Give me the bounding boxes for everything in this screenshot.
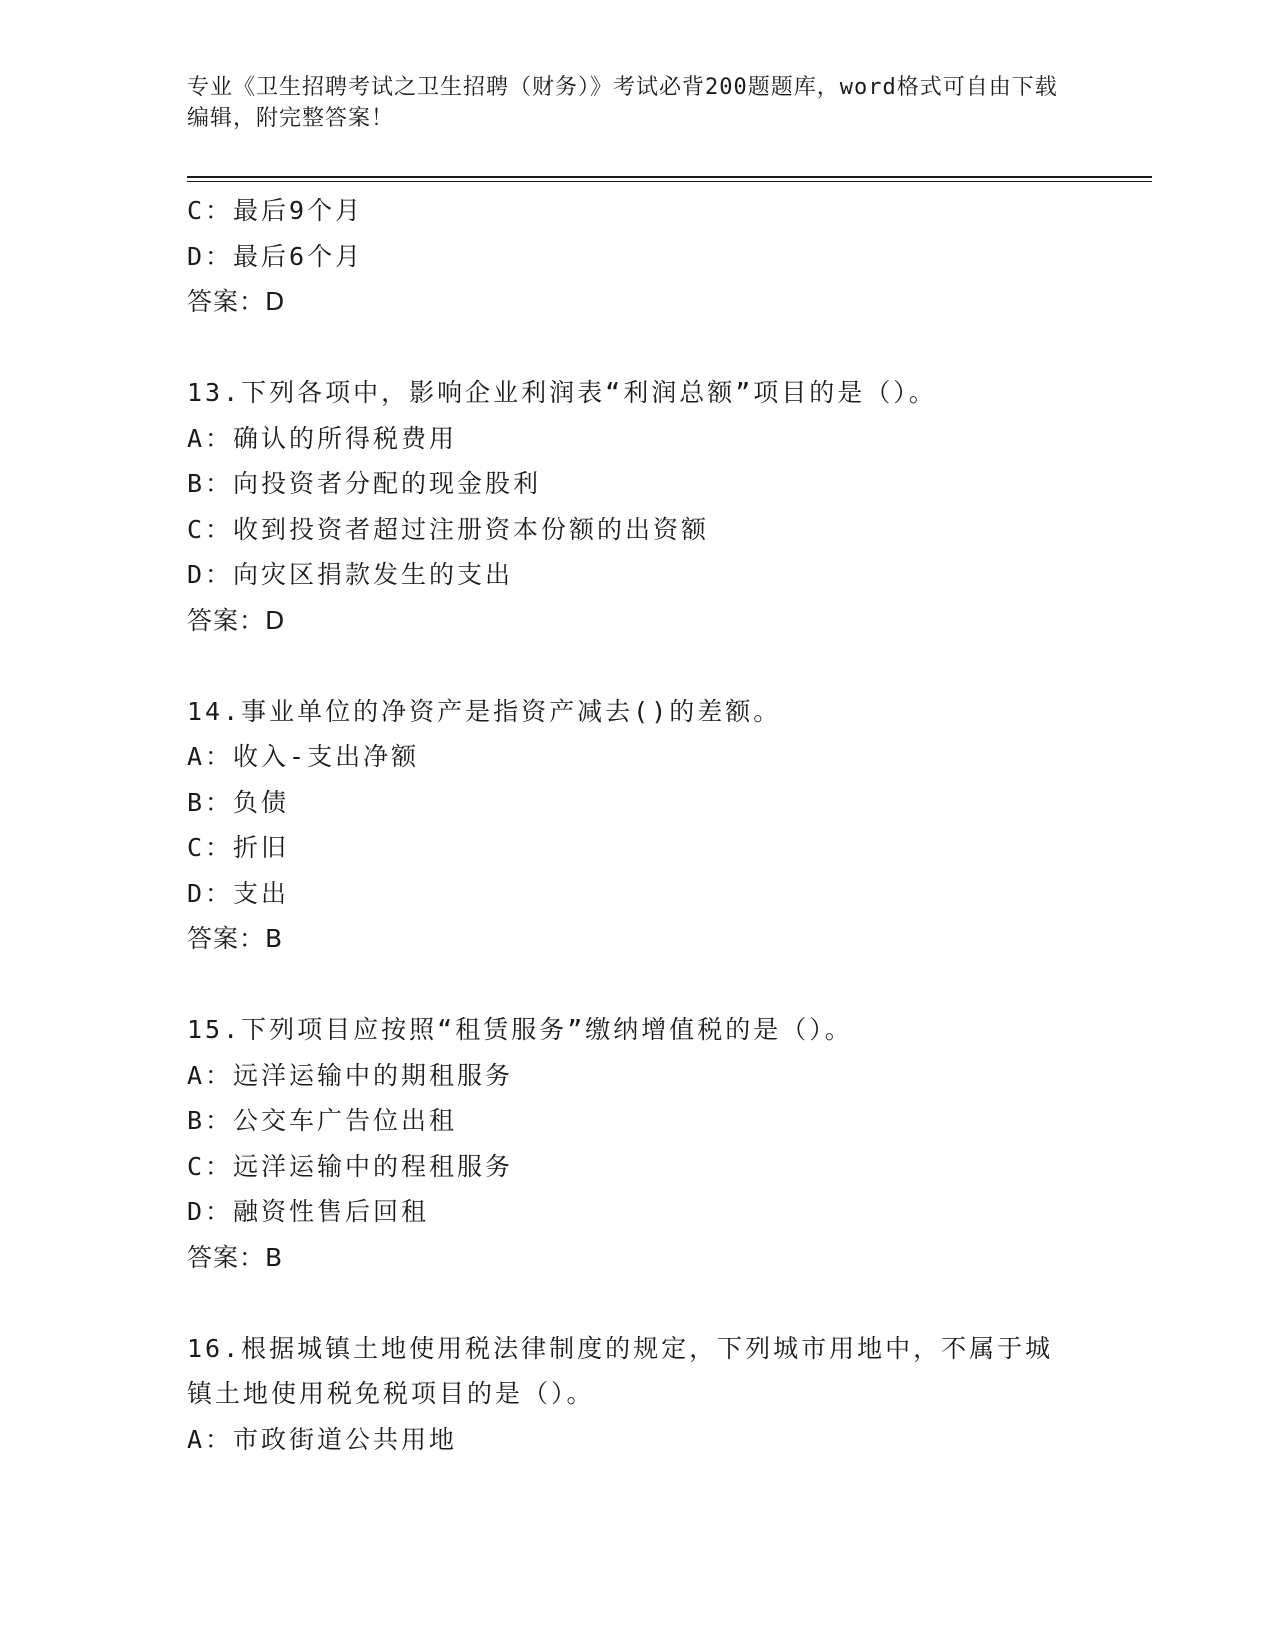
- question-stem: 15.下列项目应按照“租赁服务”缴纳增值税的是（）。: [187, 1015, 853, 1044]
- question-16: [187, 1326, 1087, 1463]
- spacer: [187, 1280, 1087, 1326]
- option-d: D：向灾区捐款发生的支出: [187, 560, 514, 589]
- document-header: 专业《卫生招聘考试之卫生招聘（财务）》考试必背200题题库，word格式可自由下载编辑，附完整答案！: [187, 75, 1058, 131]
- question-stem: 14.事业单位的净资产是指资产减去()的差额。: [187, 696, 782, 726]
- answer-line: 答案：D: [187, 605, 286, 635]
- answer-line: 答案：B: [187, 924, 284, 953]
- previous-question-tail: [187, 188, 1087, 325]
- option-b: B：公交车广告位出租: [187, 1106, 458, 1135]
- answer-line: 答案：B: [187, 1242, 284, 1272]
- question-content: [187, 188, 1087, 1462]
- header-divider: [187, 176, 1152, 182]
- spacer: [187, 962, 1087, 1008]
- option-a: A：确认的所得税费用: [187, 423, 458, 453]
- spacer: [187, 643, 1087, 689]
- option-a: A：市政街道公共用地: [187, 1424, 458, 1454]
- option-a: A：收入-支出净额: [187, 742, 420, 771]
- option-c: C：远洋运输中的程租服务: [187, 1151, 514, 1181]
- option-b: B：负债: [187, 787, 290, 817]
- option-c: C：最后9个月: [187, 196, 364, 225]
- option-c: C：折旧: [187, 833, 290, 862]
- question-15: [187, 1007, 1087, 1280]
- question-stem: 16.根据城镇土地使用税法律制度的规定，下列城市用地中，不属于城镇土地使用税免税项目的是（）。: [187, 1333, 1054, 1408]
- option-d: D：支出: [187, 878, 290, 908]
- option-d: D：融资性售后回租: [187, 1197, 430, 1226]
- answer-line: 答案：D: [187, 287, 286, 316]
- question-13: [187, 370, 1087, 643]
- question-14: [187, 689, 1087, 962]
- question-stem: 13.下列各项中，影响企业利润表“利润总额”项目的是（）。: [187, 378, 937, 407]
- option-d: D：最后6个月: [187, 241, 364, 271]
- option-c: C：收到投资者超过注册资本份额的出资额: [187, 514, 710, 544]
- option-a: A：远洋运输中的期租服务: [187, 1060, 514, 1090]
- option-b: B：向投资者分配的现金股利: [187, 469, 542, 498]
- spacer: [187, 325, 1087, 371]
